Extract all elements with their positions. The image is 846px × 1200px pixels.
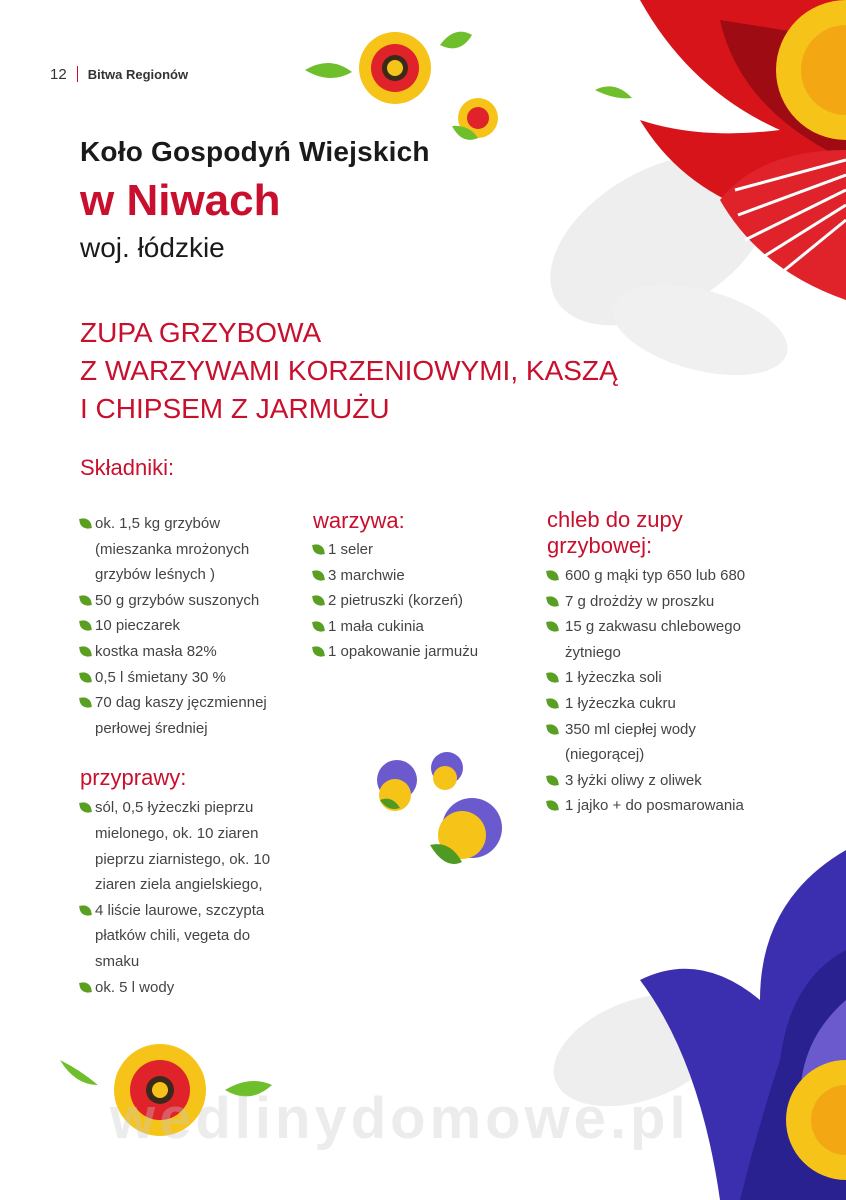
list-item: 70 dag kaszy jęczmiennej perłowej średniej	[80, 690, 290, 741]
leaf-bullet-icon	[546, 620, 559, 633]
recipe-title-line: ZUPA GRZYBOWA	[80, 317, 322, 348]
leaf-bullet-icon	[312, 594, 325, 607]
vegetables-column	[313, 537, 513, 665]
recipe-title-line: I CHIPSEM Z JARMUŻU	[80, 393, 390, 424]
leaf-bullet-icon	[546, 697, 559, 710]
list-item: kostka masła 82%	[80, 639, 290, 665]
list-item: 7 g drożdży w proszku	[547, 589, 767, 615]
organization-line1: Koło Gospodyń Wiejskich	[80, 136, 430, 167]
page-number: 12	[50, 66, 67, 83]
leaf-bullet-icon	[79, 696, 92, 709]
watermark: wedlinydomowe.pl	[110, 1086, 690, 1151]
list-item: ok. 1,5 kg grzybów (mieszanka mrożonych grzybów leśnych )	[80, 511, 290, 588]
yellow-flower-icon	[305, 32, 632, 140]
publication-name: Bitwa Regionów	[87, 67, 189, 82]
leaf-bullet-icon	[546, 799, 559, 812]
bread-list	[547, 563, 767, 819]
leaf-bullet-icon	[79, 904, 92, 917]
leaf-bullet-icon	[79, 671, 92, 684]
leaf-bullet-icon	[312, 620, 325, 633]
leaf-bullet-icon	[546, 723, 559, 736]
list-item: 15 g zakwasu chlebowego żytniego	[547, 614, 767, 665]
list-item: 1 opakowanie jarmużu	[313, 639, 513, 665]
recipe-title	[80, 314, 640, 428]
vegetables-heading: warzywa:	[313, 508, 405, 533]
leaf-bullet-icon	[79, 801, 92, 814]
list-item: 2 pietruszki (korzeń)	[313, 588, 513, 614]
leaf-bullet-icon	[546, 672, 559, 685]
list-item: 600 g mąki typ 650 lub 680	[547, 563, 767, 589]
list-item: 10 pieczarek	[80, 613, 290, 639]
leaf-bullet-icon	[79, 517, 92, 530]
list-item: 3 marchwie	[313, 563, 513, 589]
list-item: 50 g grzybów suszonych	[80, 588, 290, 614]
ingredients-heading: Składniki:	[80, 455, 175, 480]
leaf-bullet-icon	[546, 774, 559, 787]
bread-heading: chleb do zupy grzybowej:	[547, 507, 683, 558]
list-item: 3 łyżki oliwy z oliwek	[547, 768, 767, 794]
leaf-bullet-icon	[312, 646, 325, 659]
purple-flower-cluster-icon	[377, 752, 502, 864]
leaf-bullet-icon	[546, 595, 559, 608]
list-item: 4 liście laurowe, szczypta płatków chili, vegeta do smaku	[80, 898, 290, 975]
recipe-title-line: Z WARZYWAMI KORZENIOWYMI, KASZĄ	[80, 355, 618, 386]
leaf-bullet-icon	[79, 620, 92, 633]
list-item: 1 łyżeczka cukru	[547, 691, 767, 717]
spices-list	[80, 795, 290, 1000]
organization-line2: w Niwach	[80, 176, 281, 225]
header-divider	[77, 66, 78, 82]
list-item: ok. 5 l wody	[80, 975, 290, 1001]
vegetables-list	[313, 537, 513, 665]
leaf-bullet-icon	[79, 645, 92, 658]
list-item: 1 jajko + do posmarowania	[547, 793, 767, 819]
list-item: 0,5 l śmietany 30 %	[80, 665, 290, 691]
leaf-bullet-icon	[312, 543, 325, 556]
list-item: 350 ml ciepłej wody (niegorącej)	[547, 717, 767, 768]
page-header	[50, 66, 188, 83]
spices-heading: przyprawy:	[80, 765, 187, 791]
organization-region: woj. łódzkie	[80, 232, 225, 263]
list-item: sól, 0,5 łyżeczki pieprzu mielonego, ok. 10 ziaren pieprzu ziarnistego, ok. 10 ziaren ziela angielskiego,	[80, 795, 290, 897]
leaf-bullet-icon	[546, 569, 559, 582]
main-ingredients-list	[80, 511, 290, 741]
leaf-bullet-icon	[79, 981, 92, 994]
list-item: 1 mała cukinia	[313, 614, 513, 640]
list-item: 1 łyżeczka soli	[547, 665, 767, 691]
leaf-bullet-icon	[312, 569, 325, 582]
leaf-bullet-icon	[79, 594, 92, 607]
list-item: 1 seler	[313, 537, 513, 563]
main-ingredients-column	[80, 511, 290, 1000]
bread-column	[547, 563, 767, 819]
